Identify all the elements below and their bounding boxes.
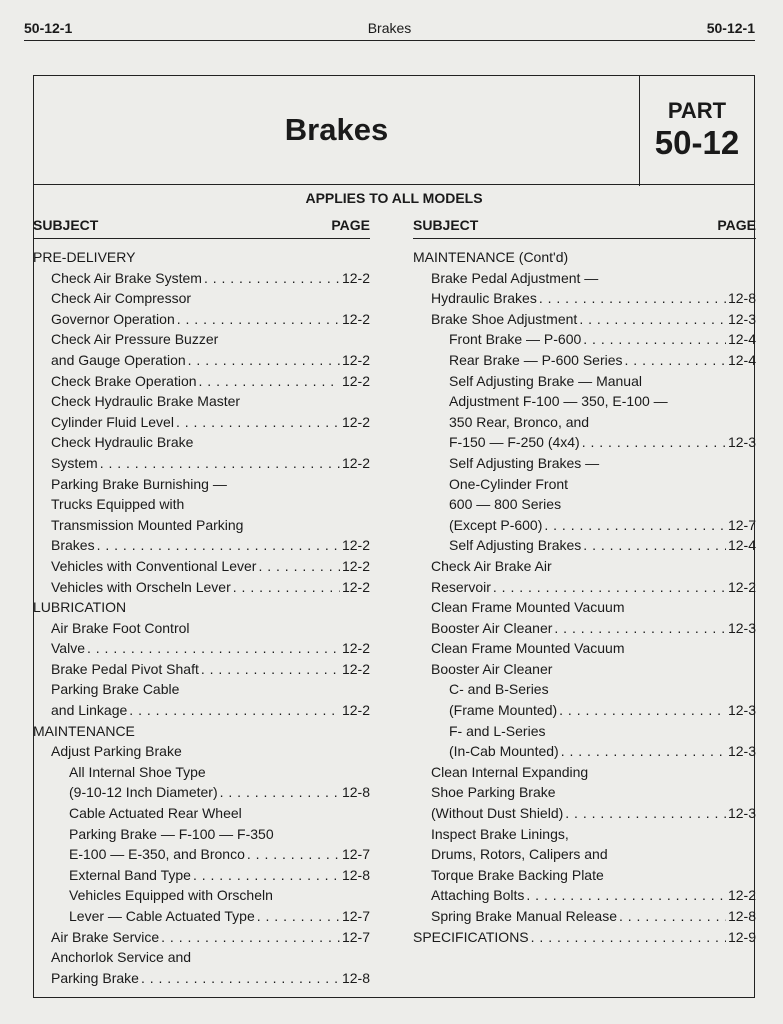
toc-entry xyxy=(33,556,370,577)
toc-entry-page: 12-2 xyxy=(341,413,370,430)
toc-entry xyxy=(33,659,370,680)
toc-entry xyxy=(413,556,756,577)
toc-entry-text: Vehicles with Conventional Lever xyxy=(51,557,257,574)
toc-entry-text: Booster Air Cleaner xyxy=(431,619,553,636)
toc-entry xyxy=(413,906,756,927)
toc-entry-text: Vehicles with Orscheln Lever xyxy=(51,578,231,595)
toc-entry-page: 12-2 xyxy=(341,578,370,595)
toc-entry xyxy=(413,700,756,721)
toc-entry xyxy=(413,803,756,824)
toc-entry xyxy=(33,350,370,371)
toc-entry xyxy=(33,803,370,824)
toc-entry xyxy=(413,782,756,803)
page-number-left: 50-12-1 xyxy=(24,20,73,36)
toc-entry xyxy=(33,824,370,845)
dot-leader xyxy=(539,288,726,309)
toc-entry xyxy=(33,494,370,515)
toc-entry xyxy=(33,391,370,412)
toc-entry-text: Shoe Parking Brake xyxy=(431,784,556,801)
dot-leader xyxy=(582,432,726,453)
dot-leader xyxy=(554,618,726,639)
toc-entry xyxy=(33,741,370,762)
toc-entry xyxy=(33,947,370,968)
toc-entry-text: Brake Shoe Adjustment xyxy=(431,310,578,327)
toc-entry xyxy=(33,268,370,289)
toc-entry xyxy=(413,844,756,865)
toc-entry-text: Rear Brake — P-600 Series xyxy=(449,351,623,368)
toc-entry-text: Clean Internal Expanding xyxy=(431,763,589,780)
toc-entry-text: Spring Brake Manual Release xyxy=(431,908,617,924)
toc-entry xyxy=(413,309,756,330)
toc-entry-text: Check Air Compressor xyxy=(51,290,192,307)
toc-entry-text: Check Air Brake System xyxy=(51,269,202,286)
toc-entry xyxy=(413,885,756,906)
toc-entry xyxy=(33,865,370,886)
toc-entry xyxy=(33,679,370,700)
toc-entry xyxy=(33,309,370,330)
toc-entry xyxy=(33,535,370,556)
toc-entry-text: LUBRICATION xyxy=(33,599,127,616)
dot-leader xyxy=(199,371,340,392)
toc-entry xyxy=(33,474,370,495)
toc-entry-text: (Except P-600) xyxy=(449,516,543,533)
toc-entry-page: 12-7 xyxy=(341,846,370,863)
toc-entry xyxy=(33,885,370,906)
toc-entry-text: C- and B-Series xyxy=(449,681,549,698)
toc-entry-text: 350 Rear, Bronco, and xyxy=(449,413,590,430)
toc-entry-text: Check Hydraulic Brake xyxy=(51,434,194,451)
toc-entry xyxy=(33,927,370,948)
toc-entry-page: 12-2 xyxy=(341,557,370,574)
dot-leader xyxy=(559,700,726,721)
toc-entry-text: Check Brake Operation xyxy=(51,372,197,389)
toc-entry-text: Vehicles Equipped with Orscheln xyxy=(69,887,273,904)
toc-entry xyxy=(33,618,370,639)
dot-leader xyxy=(531,927,726,948)
dot-leader xyxy=(565,803,726,824)
dot-leader xyxy=(129,700,340,721)
toc-entry-text: MAINTENANCE (Cont'd) xyxy=(413,249,569,265)
dot-leader xyxy=(87,638,340,659)
toc-entry-text: Adjustment F-100 — 350, E-100 — xyxy=(449,393,668,410)
toc-entry-text: Brake Pedal Adjustment — xyxy=(431,269,599,286)
toc-entry xyxy=(413,762,756,783)
toc-entry-text: Governor Operation xyxy=(51,310,175,327)
toc-entry-text: Brakes xyxy=(51,537,95,554)
toc-entry xyxy=(413,247,756,268)
toc-entry-text: External Band Type xyxy=(69,866,191,883)
toc-entry-text: Parking Brake — F-100 — F-350 xyxy=(69,825,274,842)
dot-leader xyxy=(619,906,726,927)
part-label: PART xyxy=(667,98,727,123)
toc-entry-text: Transmission Mounted Parking xyxy=(51,516,244,533)
toc-entry-page: 12-3 xyxy=(727,619,756,636)
toc-entry-text: Air Brake Foot Control xyxy=(51,619,190,636)
column-header xyxy=(33,214,370,239)
toc-entry-text: Valve xyxy=(51,640,85,657)
toc-entry xyxy=(413,371,756,392)
toc-entry-page: 12-2 xyxy=(727,578,756,595)
toc-entry-page: 12-2 xyxy=(341,702,370,719)
toc-entry-text: Brake Pedal Pivot Shaft xyxy=(51,660,199,677)
dot-leader xyxy=(526,885,726,906)
toc-entry-page: 12-9 xyxy=(727,928,756,945)
applies-banner: APPLIES TO ALL MODELS xyxy=(34,184,754,210)
toc-entry xyxy=(413,659,756,680)
toc-entry xyxy=(413,432,756,453)
toc-entry-text: All Internal Shoe Type xyxy=(69,763,206,780)
toc-entry-text: System xyxy=(51,454,98,471)
toc-entry-text: MAINTENANCE xyxy=(33,722,135,739)
toc-entry-page: 12-8 xyxy=(341,784,370,801)
toc-entry-text: 600 — 800 Series xyxy=(449,496,562,513)
toc-entry-text: (Without Dust Shield) xyxy=(431,805,564,822)
toc-entry xyxy=(413,679,756,700)
toc-entry-text: Torque Brake Backing Plate xyxy=(431,866,604,883)
toc-entry-page: 12-8 xyxy=(727,290,756,307)
page-heading: PAGE xyxy=(717,217,756,233)
dot-leader xyxy=(493,577,726,598)
toc-entry-text: Self Adjusting Brakes — xyxy=(449,454,600,471)
toc-entry-text: Parking Brake Cable xyxy=(51,681,180,698)
dot-leader xyxy=(161,927,340,948)
toc-entry xyxy=(33,371,370,392)
subject-heading: SUBJECT xyxy=(413,217,479,233)
toc-entry xyxy=(413,412,756,433)
toc-entry-page: 12-2 xyxy=(341,269,370,286)
entry-list-left xyxy=(33,247,370,988)
toc-entry xyxy=(413,350,756,371)
toc-entry-text: Front Brake — P-600 xyxy=(449,331,582,348)
toc-entry xyxy=(413,268,756,289)
toc-entry-text: Drums, Rotors, Calipers and xyxy=(431,846,608,863)
dot-leader xyxy=(258,556,340,577)
dot-leader xyxy=(579,309,726,330)
toc-entry-page: 12-8 xyxy=(341,969,370,986)
toc-entry xyxy=(33,762,370,783)
toc-entry xyxy=(413,535,756,556)
toc-entry-page: 12-4 xyxy=(727,331,756,348)
toc-entry xyxy=(33,700,370,721)
page-heading: PAGE xyxy=(331,217,370,233)
toc-entry-text: F- and L-Series xyxy=(449,722,546,739)
toc-entry xyxy=(413,577,756,598)
dot-leader xyxy=(233,577,340,598)
dot-leader xyxy=(583,329,726,350)
dot-leader xyxy=(193,865,340,886)
toc-entry-text: Check Air Pressure Buzzer xyxy=(51,331,219,348)
part-box xyxy=(640,76,754,186)
toc-entry-page: 12-2 xyxy=(341,310,370,327)
toc-entry-text: E-100 — E-350, and Bronco xyxy=(69,846,245,863)
toc-entry xyxy=(33,597,370,618)
contents-column-left xyxy=(33,214,370,988)
toc-entry xyxy=(33,432,370,453)
page-title: Brakes xyxy=(284,112,389,147)
toc-entry xyxy=(33,638,370,659)
toc-entry-text: Clean Frame Mounted Vacuum xyxy=(431,599,625,616)
toc-entry-text: Inspect Brake Linings, xyxy=(431,825,569,842)
toc-entry xyxy=(413,494,756,515)
toc-entry-text: Air Brake Service xyxy=(51,928,160,945)
toc-entry-text: Parking Brake xyxy=(51,969,139,986)
dot-leader xyxy=(97,535,340,556)
toc-entry-page: 12-3 xyxy=(727,805,756,822)
toc-entry-text: Hydraulic Brakes xyxy=(431,290,537,307)
toc-entry xyxy=(413,474,756,495)
running-header xyxy=(24,18,755,41)
toc-entry xyxy=(33,329,370,350)
dot-leader xyxy=(204,268,340,289)
toc-entry xyxy=(413,288,756,309)
toc-entry-page: 12-2 xyxy=(341,454,370,471)
toc-entry xyxy=(33,782,370,803)
toc-entry-text: Clean Frame Mounted Vacuum xyxy=(431,640,625,657)
toc-entry-text: Check Air Brake Air xyxy=(431,557,552,574)
toc-entry xyxy=(33,515,370,536)
toc-entry-text: and Gauge Operation xyxy=(51,351,186,368)
toc-entry-page: 12-7 xyxy=(727,516,756,533)
dot-leader xyxy=(625,350,726,371)
dot-leader xyxy=(176,412,340,433)
toc-entry-text: Lever — Cable Actuated Type xyxy=(69,908,255,924)
toc-entry-page: 12-3 xyxy=(727,434,756,451)
contents-frame xyxy=(33,75,755,998)
toc-entry-text: PRE-DELIVERY xyxy=(33,249,136,265)
toc-entry-text: Attaching Bolts xyxy=(431,887,525,904)
dot-leader xyxy=(257,906,340,927)
column-header xyxy=(413,214,756,239)
toc-entry xyxy=(33,577,370,598)
toc-entry-page: 12-2 xyxy=(341,640,370,657)
toc-entry-page: 12-2 xyxy=(341,351,370,368)
toc-entry xyxy=(413,453,756,474)
toc-entry-page: 12-2 xyxy=(341,660,370,677)
toc-entry xyxy=(413,638,756,659)
toc-entry xyxy=(33,288,370,309)
toc-entry xyxy=(413,741,756,762)
toc-entry xyxy=(33,721,370,742)
dot-leader xyxy=(247,844,340,865)
toc-entry-text: Self Adjusting Brake — Manual xyxy=(449,372,642,389)
toc-entry-text: SPECIFICATIONS xyxy=(413,928,529,945)
toc-entry-page: 12-7 xyxy=(341,928,370,945)
toc-entry-text: Reservoir xyxy=(431,578,491,595)
toc-entry-page: 12-3 xyxy=(727,310,756,327)
title-box xyxy=(34,76,640,186)
toc-entry-text: (9-10-12 Inch Diameter) xyxy=(69,784,218,801)
toc-entry xyxy=(413,391,756,412)
toc-entry xyxy=(413,721,756,742)
dot-leader xyxy=(583,535,726,556)
dot-leader xyxy=(177,309,340,330)
toc-entry xyxy=(413,597,756,618)
toc-entry-text: Cylinder Fluid Level xyxy=(51,413,174,430)
toc-entry xyxy=(33,844,370,865)
toc-entry-text: and Linkage xyxy=(51,702,128,719)
toc-entry xyxy=(413,515,756,536)
toc-entry xyxy=(33,968,370,989)
dot-leader xyxy=(544,515,726,536)
toc-entry xyxy=(33,453,370,474)
dot-leader xyxy=(220,782,340,803)
dot-leader xyxy=(100,453,340,474)
dot-leader xyxy=(141,968,340,989)
part-number: 50-12 xyxy=(654,124,740,161)
dot-leader xyxy=(561,741,726,762)
toc-entry xyxy=(413,824,756,845)
toc-entry-page: 12-7 xyxy=(341,908,370,924)
toc-entry xyxy=(413,618,756,639)
toc-entry-text: (Frame Mounted) xyxy=(449,702,558,719)
toc-entry-text: Booster Air Cleaner xyxy=(431,660,553,677)
toc-entry-text: Adjust Parking Brake xyxy=(51,743,182,760)
toc-entry-text: Self Adjusting Brakes xyxy=(449,537,582,554)
section-name: Brakes xyxy=(367,20,412,36)
page-number-right: 50-12-1 xyxy=(706,20,755,36)
toc-entry-page: 12-2 xyxy=(341,537,370,554)
toc-entry-text: Check Hydraulic Brake Master xyxy=(51,393,241,410)
toc-entry-page: 12-4 xyxy=(727,537,756,554)
toc-entry-page: 12-3 xyxy=(727,743,756,760)
toc-entry xyxy=(413,329,756,350)
toc-entry xyxy=(33,906,370,927)
toc-entry-text: Cable Actuated Rear Wheel xyxy=(69,805,242,822)
toc-entry-text: Anchorlok Service and xyxy=(51,949,192,966)
dot-leader xyxy=(201,659,340,680)
toc-entry-text: F-150 — F-250 (4x4) xyxy=(449,434,580,451)
toc-entry-text: One-Cylinder Front xyxy=(449,475,569,492)
toc-entry-text: (In-Cab Mounted) xyxy=(449,743,559,760)
toc-entry-page: 12-8 xyxy=(341,866,370,883)
toc-entry xyxy=(413,927,756,948)
toc-entry xyxy=(33,247,370,268)
entry-list-right xyxy=(413,247,756,947)
toc-entry-page: 12-2 xyxy=(341,372,370,389)
toc-entry-page: 12-3 xyxy=(727,702,756,719)
toc-entry-page: 12-4 xyxy=(727,351,756,368)
toc-entry xyxy=(33,412,370,433)
toc-entry-page: 12-2 xyxy=(727,887,756,904)
contents-column-right xyxy=(413,214,756,947)
toc-entry-text: Trucks Equipped with xyxy=(51,496,185,513)
toc-entry-page: 12-8 xyxy=(727,908,756,924)
dot-leader xyxy=(188,350,340,371)
toc-entry-text: Parking Brake Burnishing — xyxy=(51,475,227,492)
subject-heading: SUBJECT xyxy=(33,217,99,233)
toc-entry xyxy=(413,865,756,886)
